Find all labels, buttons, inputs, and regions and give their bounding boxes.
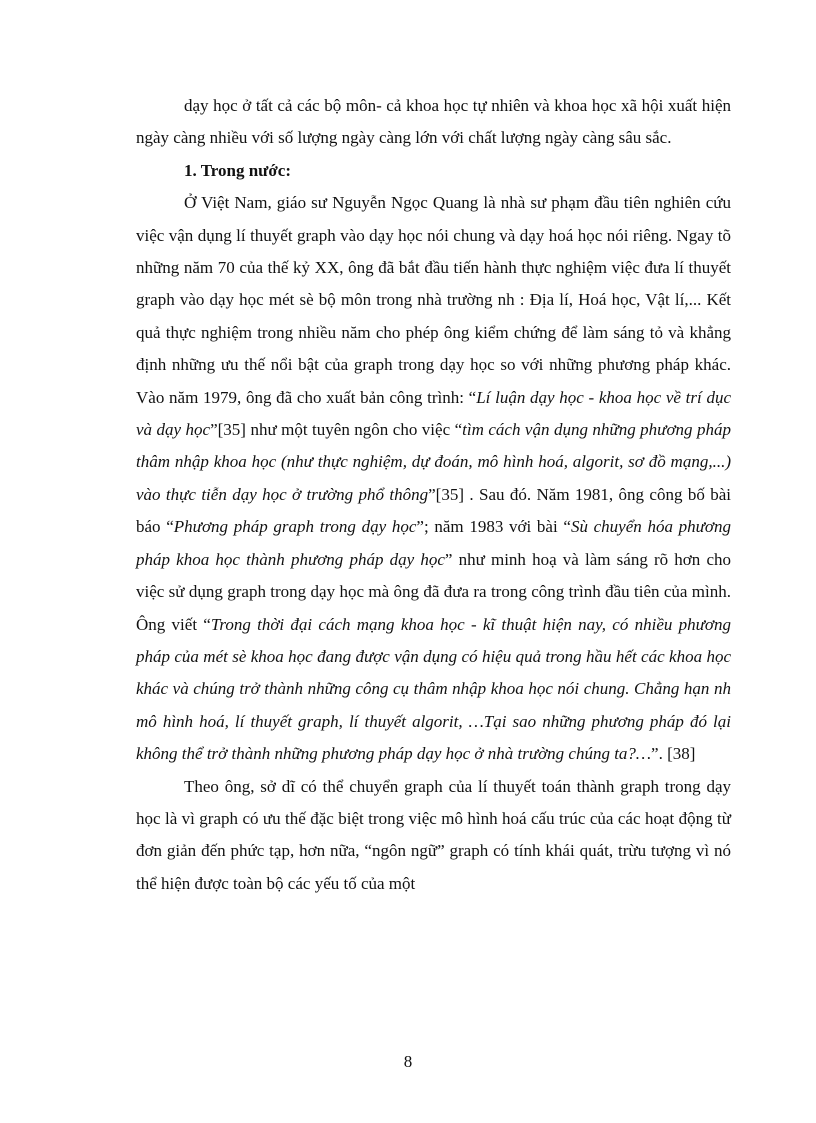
- text-run: ”[35] như một tuyên ngôn cho việc “: [210, 420, 463, 440]
- quote: Trong thời đại cách mạng khoa học - kĩ thuật hiện nay, có nhiều phương pháp của mét sè khoa học đang được vận dụng có hiệu quả trong hầu hết các khoa học khác và chúng trở thành những công cụ thâm nhập khoa học nói chung. Chẳng hạn nh mô hình hoá, lí thuyết graph, lí thuyết algorit, …Tại sao những phương pháp đó lại không thể trở thành những phương pháp dạy học ở nhà trường chúng ta?…: [136, 614, 731, 764]
- article-title: Phương pháp graph trong dạy học: [173, 517, 417, 537]
- text-run: Ở Việt Nam, giáo sư Nguyễn Ngọc Quang là nhà sư phạm đầu tiên nghiên cứu việc vận dụng lí thuyết graph vào dạy học nói chung và dạy hoá học nói riêng. Ngay tõ những năm 70 của thế kỷ XX, ông đã bắt đầu tiến hành thực nghiệm việc đưa lí thuyết graph vào dạy học mét sè bộ môn trong nhà trường nh : Địa lí, Hoá học, Vật lí,... Kết quả thực nghiệm trong nhiều năm cho phép ông kiểm chứng để làm sáng tỏ và khẳng định những ưu thế nổi bật của graph trong dạy học so với những phương pháp khác. Vào năm 1979, ông đã cho xuất bản công trình: “: [136, 193, 731, 407]
- text-run: ” như minh hoạ và làm sáng rõ hơn cho việc sử dụng graph trong dạy học mà ông đã đưa ra trong công trình đầu tiên của mình. Ông viết “: [136, 549, 731, 634]
- page-number: 8: [403, 1052, 413, 1071]
- article-title: Sù chuyển hóa phương pháp khoa học thành phương pháp dạy học: [136, 517, 731, 569]
- text-run: ”; năm 1983 với bài “: [416, 517, 571, 537]
- book-title: Lí luận dạy học - khoa học về trí dục và dạy học: [136, 387, 731, 440]
- text-run: ”. [38]: [651, 744, 696, 764]
- quote: tìm cách vận dụng những phương pháp thâm nhập khoa học (như thực nghiệm, dự đoán, mô hình hoá, algorit, sơ đồ mạng,...) vào thực tiễn dạy học ở trường phổ thông: [136, 420, 732, 504]
- paragraph-theo-ong: Theo ông, sở dĩ có thể chuyển graph của lí thuyết toán thành graph trong dạy học là vì graph có ưu thế đặc biệt trong việc mô hình hoá cấu trúc của các hoạt động từ đơn giản đến phức tạp, hơn nữa, “ngôn ngữ” graph có tính khái quát, trừu tượng vì nó thể hiện được toàn bộ các yếu tố của một: [136, 776, 731, 893]
- text-run: ”[35] . Sau đó. Năm 1981, ông công bố bài báo “: [136, 484, 731, 537]
- paragraph-intro: dạy học ở tất cả các bộ môn- cả khoa học tự nhiên và khoa học xã hội xuất hiện ngày càng nhiều với số lượng ngày càng lớn với chất lượng ngày càng sâu sắc.: [136, 96, 731, 148]
- paragraph-quang: [136, 187, 731, 770]
- body-text: [136, 90, 731, 900]
- section-heading: 1. Trong nước:: [184, 160, 291, 180]
